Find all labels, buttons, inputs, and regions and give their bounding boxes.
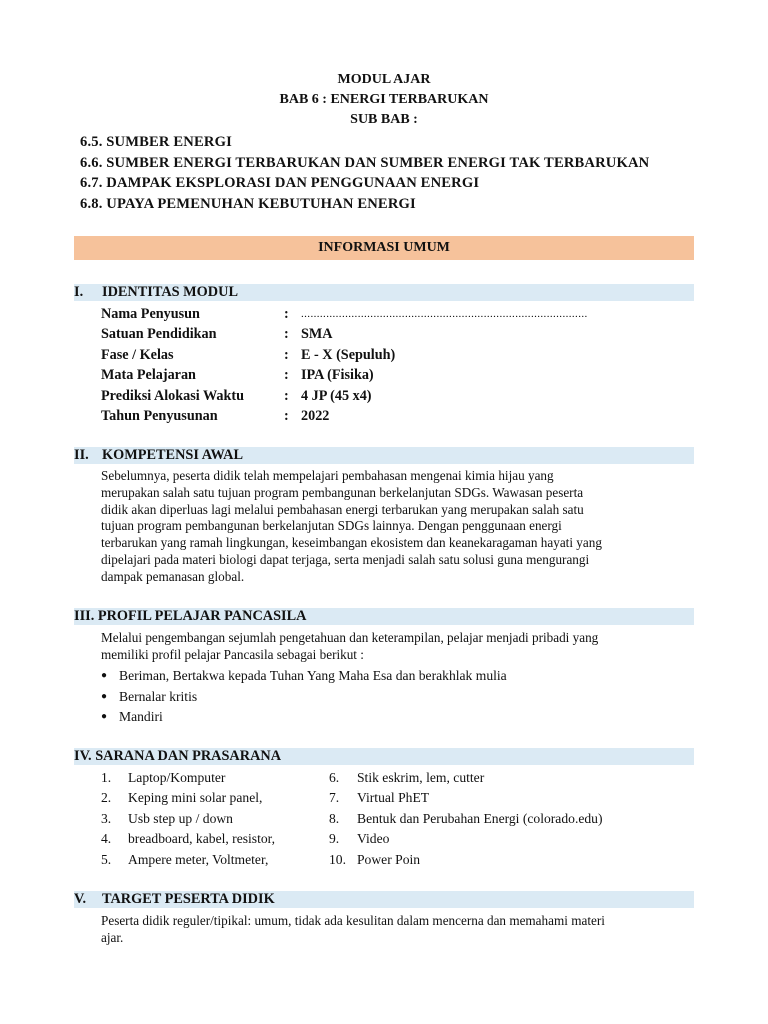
item-text: breadboard, kabel, resistor, — [128, 831, 276, 847]
section-title: IDENTITAS MODUL — [102, 284, 238, 300]
section-number: V. — [74, 891, 87, 907]
identity-value: SMA — [301, 326, 333, 343]
identity-label: Satuan Pendidikan — [101, 326, 217, 343]
item-text: Keping mini solar panel, — [128, 790, 263, 806]
bullet-text: Mandiri — [119, 709, 163, 724]
identity-label: Mata Pelajaran — [101, 367, 196, 384]
sub-chapter-item: 6.7. DAMPAK EKSPLORASI DAN PENGGUNAAN ENERGI — [80, 175, 480, 191]
informasi-umum-banner: INFORMASI UMUM — [74, 236, 694, 260]
item-number: 6. — [329, 770, 340, 785]
section-number: II. — [74, 447, 89, 463]
item-number: 5. — [101, 851, 112, 867]
sub-chapter-list — [80, 132, 720, 214]
item-number: 1. — [101, 770, 112, 785]
target-paragraph — [101, 913, 695, 947]
paragraph-line: dampak pemanasan global. — [101, 568, 245, 584]
sub-chapter-item: 6.8. UPAYA PEMENUHAN KEBUTUHAN ENERGI — [80, 195, 416, 212]
module-title: MODUL AJAR — [337, 72, 431, 87]
item-text: Laptop/Komputer — [128, 770, 226, 785]
chapter-title: BAB 6 : ENERGI TERBARUKAN — [279, 92, 489, 107]
identity-label: Prediksi Alokasi Waktu — [101, 387, 244, 404]
section-header-sarana — [74, 748, 694, 765]
identity-value: 2022 — [301, 407, 330, 424]
identity-colon: : — [284, 407, 289, 424]
item-number: 10. — [329, 851, 346, 867]
section-header-identitas — [74, 284, 694, 301]
bullet-icon: ● — [101, 711, 108, 722]
item-text: Virtual PhET — [357, 790, 430, 806]
sub-chapter-item: 6.5. SUMBER ENERGI — [80, 134, 232, 150]
paragraph-line: Sebelumnya, peserta didik telah mempelajari pembahasan mengenai kimia hijau yang — [101, 468, 554, 483]
bullet-text: Bernalar kritis — [119, 688, 198, 704]
identity-value: E - X (Sepuluh) — [301, 346, 396, 363]
identity-label: Nama Penyusun — [101, 306, 200, 322]
identity-value: 4 JP (45 x4) — [301, 387, 372, 404]
item-text: Ampere meter, Voltmeter, — [128, 851, 269, 867]
item-text: Stik eskrim, lem, cutter — [357, 770, 485, 785]
paragraph-line: Melalui pengembangan sejumlah pengetahuan dan keterampilan, pelajar menjadi pribadi yang — [101, 630, 599, 645]
kompetensi-paragraph — [101, 468, 695, 586]
item-number: 2. — [101, 790, 112, 806]
paragraph-line: Peserta didik reguler/tipikal: umum, tidak ada kesulitan dalam mencerna dan memahami materi — [101, 913, 605, 928]
item-number: 9. — [329, 831, 340, 847]
item-text: Bentuk dan Perubahan Energi (colorado.edu) — [357, 810, 603, 826]
section-title: III. PROFIL PELAJAR PANCASILA — [74, 608, 307, 624]
section-header-profil — [74, 608, 694, 625]
item-text: Video — [357, 831, 390, 847]
profil-paragraph — [101, 630, 695, 664]
bullet-icon: ● — [101, 690, 108, 702]
identity-label: Fase / Kelas — [101, 346, 174, 363]
title-block — [0, 70, 768, 130]
section-header-target — [74, 891, 694, 908]
item-number: 4. — [101, 831, 112, 847]
identity-colon: : — [284, 346, 289, 363]
paragraph-line: dipelajari pada materi biologi dapat terjaga, serta menjadi salah satu solusi guna mengurangi — [101, 551, 590, 567]
identity-label: Tahun Penyusunan — [101, 407, 218, 424]
paragraph-line: tujuan program pembangunan berkelanjutan SDGs lainnya. Dengan penggunaan energi — [101, 518, 562, 534]
paragraph-line: didik akan diperluas lagi melalui pembahasan energi terbarukan yang merupakan salah satu — [101, 501, 584, 517]
item-text: Usb step up / down — [128, 810, 233, 826]
paragraph-line: memiliki profil pelajar Pancasila sebagai berikut : — [101, 646, 364, 662]
identity-colon: : — [284, 387, 289, 404]
item-number: 8. — [329, 810, 340, 826]
identity-value: IPA (Fisika) — [301, 367, 374, 384]
section-header-kompetensi — [74, 447, 694, 464]
identity-colon: : — [284, 326, 289, 343]
item-number: 3. — [101, 810, 112, 826]
paragraph-line: terbarukan yang ramah lingkungan, keseimbangan ekosistem dan keanekaragaman hayati yang — [101, 535, 602, 551]
sub-chapter-heading: SUB BAB : — [350, 112, 418, 127]
section-title: IV. SARANA DAN PRASARANA — [74, 748, 282, 764]
section-number: I. — [74, 284, 84, 300]
bullet-text: Beriman, Bertakwa kepada Tuhan Yang Maha Esa dan berakhlak mulia — [119, 668, 507, 683]
bullet-icon: ● — [101, 670, 108, 681]
section-title: TARGET PESERTA DIDIK — [102, 891, 275, 907]
item-number: 7. — [329, 790, 340, 806]
sub-chapter-item: 6.6. SUMBER ENERGI TERBARUKAN DAN SUMBER ENERGI TAK TERBARUKAN — [80, 154, 650, 171]
item-text: Power Poin — [357, 851, 421, 867]
paragraph-line: merupakan salah satu tujuan program pembangunan berkelanjutan SDGs. Wawasan peserta — [101, 484, 584, 500]
identity-colon: : — [284, 306, 289, 322]
section-title: KOMPETENSI AWAL — [102, 447, 244, 463]
paragraph-line: ajar. — [101, 929, 124, 945]
identity-colon: : — [284, 367, 289, 384]
identity-value: ........................................................................................... — [301, 308, 588, 320]
